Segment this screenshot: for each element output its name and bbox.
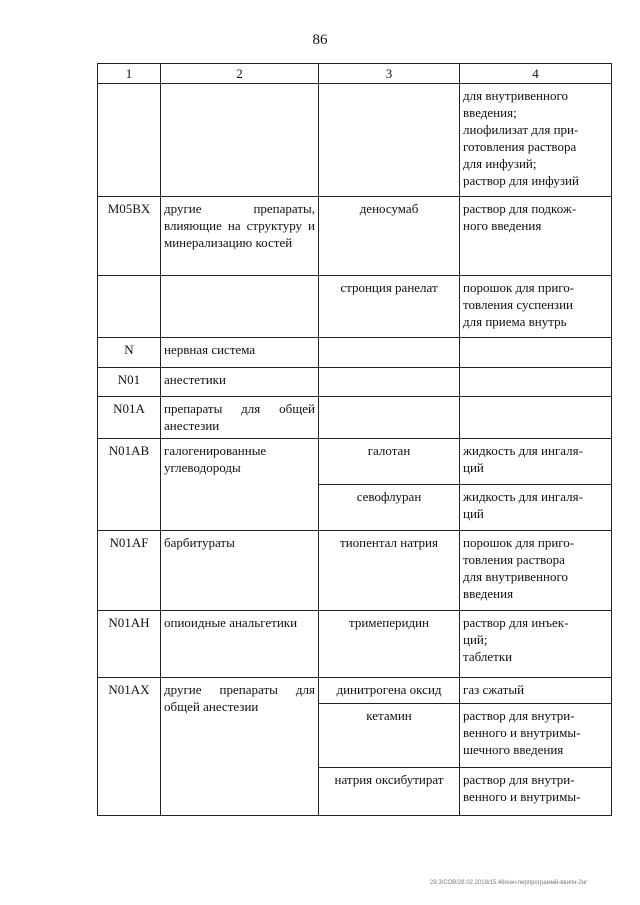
atc-code: N01AB bbox=[98, 439, 161, 531]
table-row bbox=[98, 84, 612, 197]
dosage-forms bbox=[460, 338, 612, 368]
dosage-form-line: ций bbox=[463, 506, 484, 521]
dosage-forms bbox=[460, 439, 612, 485]
table-row bbox=[98, 276, 612, 338]
footer-stamp: 29.3/СОВ/28.02.2018/15.46/нач-перпрограммй-ввипн-2нг bbox=[430, 880, 588, 886]
dosage-form-line: венного и внутримы- bbox=[463, 789, 581, 804]
dosage-form-line: шечного введения bbox=[463, 742, 564, 757]
dosage-forms bbox=[460, 397, 612, 439]
dosage-forms bbox=[460, 368, 612, 397]
dosage-form-line: венного и внутримы- bbox=[463, 725, 581, 740]
dosage-form-line: ного введения bbox=[463, 218, 542, 233]
group-name: нервная система bbox=[161, 338, 319, 368]
dosage-forms bbox=[460, 611, 612, 678]
drug-inn: тиопентал натрия bbox=[319, 531, 460, 611]
dosage-forms bbox=[460, 276, 612, 338]
drug-inn: деносумаб bbox=[319, 197, 460, 276]
dosage-form-line: готовления раствора bbox=[463, 139, 577, 154]
dosage-form-line: ций; bbox=[463, 632, 488, 647]
group-name: барбитураты bbox=[161, 531, 319, 611]
group-name: анестетики bbox=[161, 368, 319, 397]
column-header: 2 bbox=[161, 64, 319, 84]
atc-code: N bbox=[98, 338, 161, 368]
drug-inn bbox=[319, 397, 460, 439]
drug-inn: динитрогена оксид bbox=[319, 678, 460, 704]
dosage-form-line: для внутривенного bbox=[463, 569, 568, 584]
dosage-form-line: газ сжатый bbox=[463, 682, 525, 697]
dosage-form-line: для внутривенного bbox=[463, 88, 568, 103]
dosage-forms bbox=[460, 678, 612, 704]
table-row bbox=[98, 611, 612, 678]
dosage-form-line: таблетки bbox=[463, 649, 513, 664]
group-name bbox=[161, 276, 319, 338]
atc-code: N01AX bbox=[98, 678, 161, 816]
table-row bbox=[98, 197, 612, 276]
dosage-form-line: ций bbox=[463, 460, 484, 475]
dosage-forms bbox=[460, 485, 612, 531]
atc-code: N01 bbox=[98, 368, 161, 397]
table-row bbox=[98, 439, 612, 485]
dosage-form-line: раствор для внутри- bbox=[463, 772, 575, 787]
dosage-form-line: порошок для приго- bbox=[463, 280, 575, 295]
dosage-form-line: товления суспензии bbox=[463, 297, 573, 312]
drug-inn bbox=[319, 84, 460, 197]
column-header: 4 bbox=[460, 64, 612, 84]
column-header: 1 bbox=[98, 64, 161, 84]
table-row bbox=[98, 531, 612, 611]
atc-code: N01AH bbox=[98, 611, 161, 678]
drug-table bbox=[97, 63, 612, 816]
atc-code bbox=[98, 84, 161, 197]
dosage-form-line: для инфузий; bbox=[463, 156, 537, 171]
dosage-forms bbox=[460, 84, 612, 197]
dosage-form-line: раствор для внутри- bbox=[463, 708, 575, 723]
drug-inn: галотан bbox=[319, 439, 460, 485]
group-name bbox=[161, 84, 319, 197]
dosage-forms bbox=[460, 197, 612, 276]
group-name: препараты для общей анестезии bbox=[161, 397, 319, 439]
dosage-form-line: раствор для инъек- bbox=[463, 615, 569, 630]
dosage-form-line: лиофилизат для при- bbox=[463, 122, 579, 137]
dosage-forms bbox=[460, 704, 612, 768]
dosage-form-line: введения; bbox=[463, 105, 517, 120]
group-name: другие препараты, влияющие на структуру и минерализацию костей bbox=[161, 197, 319, 276]
atc-code: N01AF bbox=[98, 531, 161, 611]
table-row bbox=[98, 397, 612, 439]
table-row bbox=[98, 368, 612, 397]
dosage-form-line: введения bbox=[463, 586, 514, 601]
atc-code: M05BX bbox=[98, 197, 161, 276]
dosage-form-line: товления раствора bbox=[463, 552, 565, 567]
dosage-form-line: для приема внутрь bbox=[463, 314, 567, 329]
drug-inn: севофлуран bbox=[319, 485, 460, 531]
group-name: другие препараты для общей анестезии bbox=[161, 678, 319, 816]
drug-inn: тримеперидин bbox=[319, 611, 460, 678]
group-name: опиоидные анальгетики bbox=[161, 611, 319, 678]
drug-inn: стронция ранелат bbox=[319, 276, 460, 338]
atc-code bbox=[98, 276, 161, 338]
table-row bbox=[98, 678, 612, 704]
drug-inn bbox=[319, 338, 460, 368]
dosage-form-line: раствор для подкож- bbox=[463, 201, 577, 216]
dosage-form-line: порошок для приго- bbox=[463, 535, 575, 550]
table-header-row bbox=[98, 64, 612, 84]
dosage-form-line: жидкость для ингаля- bbox=[463, 489, 583, 504]
table-row bbox=[98, 338, 612, 368]
dosage-form-line: раствор для инфузий bbox=[463, 173, 579, 188]
drug-inn bbox=[319, 368, 460, 397]
dosage-forms bbox=[460, 531, 612, 611]
atc-code: N01A bbox=[98, 397, 161, 439]
dosage-forms bbox=[460, 768, 612, 816]
drug-inn: кетамин bbox=[319, 704, 460, 768]
column-header: 3 bbox=[319, 64, 460, 84]
page-number: 86 bbox=[312, 32, 328, 48]
drug-inn: натрия оксибутират bbox=[319, 768, 460, 816]
dosage-form-line: жидкость для ингаля- bbox=[463, 443, 583, 458]
group-name: галогенированные углеводороды bbox=[161, 439, 319, 531]
